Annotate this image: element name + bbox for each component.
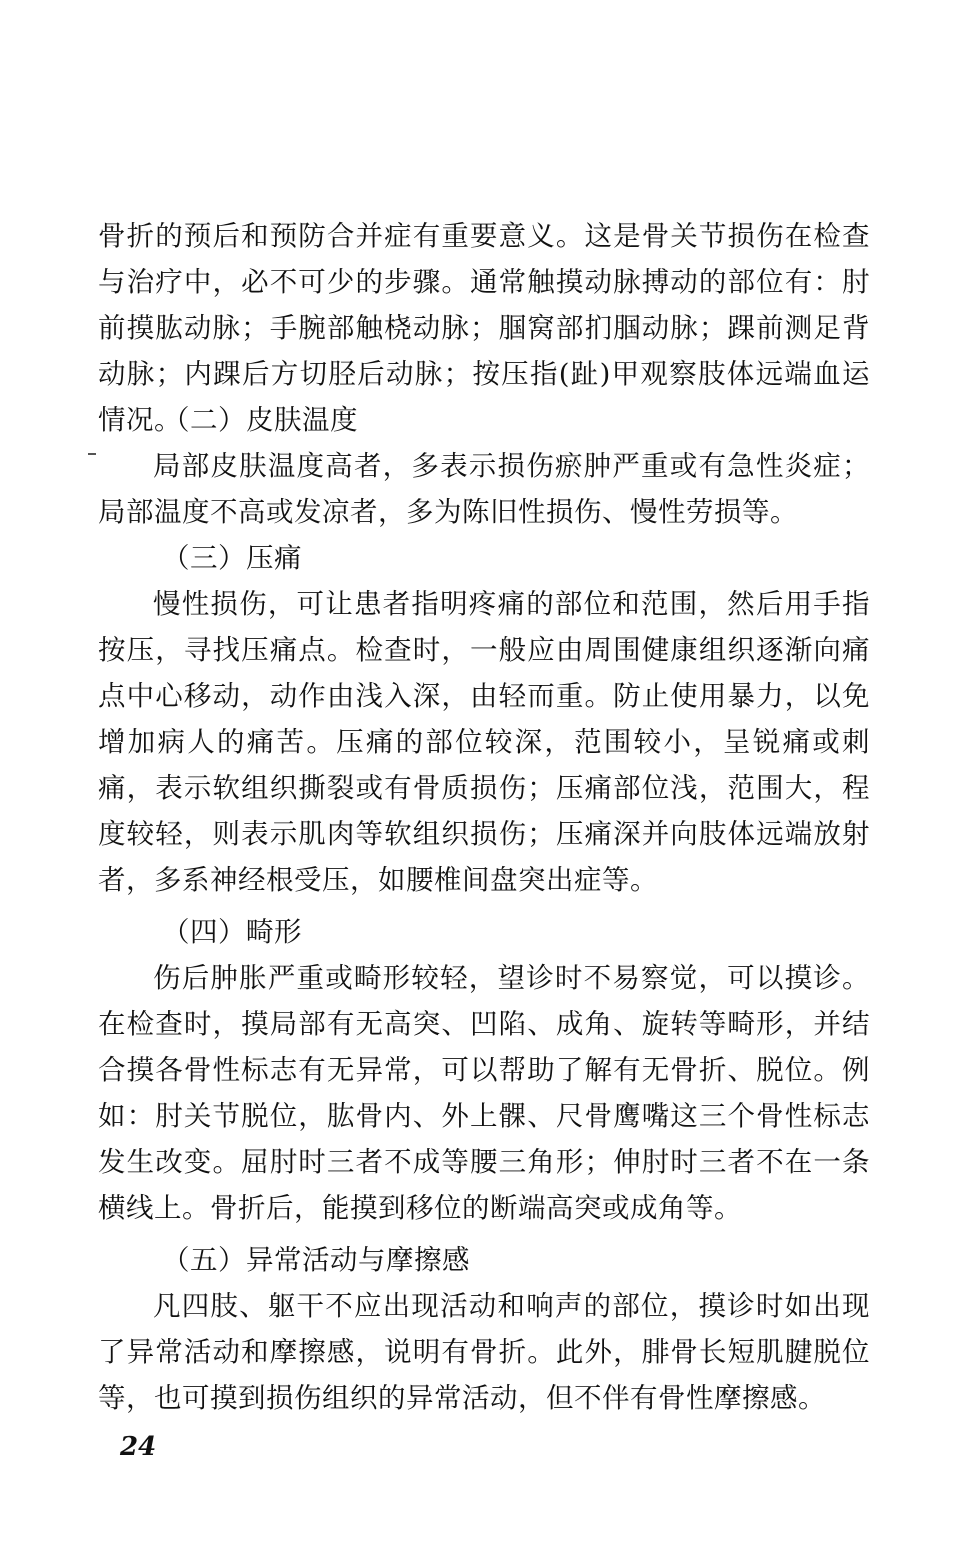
paragraph-skin-temperature: 局部皮肤温度高者，多表示损伤瘀肿严重或有急性炎症；局部温度不高或发凉者，多为陈旧性损伤、慢性劳损等。 — [98, 450, 870, 528]
paragraph-tenderness: 慢性损伤，可让患者指明疼痛的部位和范围，然后用手指按压，寻找压痛点。检查时，一般应由周围健康组织逐渐向痛点中心移动，动作由浅入深，由轻而重。防止使用暴力，以免增加病人的痛苦。压痛的部位较深，范围较小，呈锐痛或刺痛，表示软组织撕裂或有骨质损伤；压痛部位浅，范围大，程度较轻，则表示肌肉等软组织损伤；压痛深并向肢体远端放射者，多系神经根受压，如腰椎间盘突出症等。 — [98, 588, 870, 896]
section-heading-skin-temperature: （二）皮肤温度 — [162, 404, 358, 436]
paragraph-pulse-check: 骨折的预后和预防合并症有重要意义。这是骨关节损伤在检查与治疗中，必不可少的步骤。通常触摸动脉搏动的部位有：肘前摸肱动脉；手腕部触桡动脉；腘窝部扪腘动脉；踝前测足背动脉；内踝后方切胫后动脉；按压指(趾)甲观察肢体远端血运情况。 — [98, 220, 870, 436]
paragraph-abnormal-movement: 凡四肢、躯干不应出现活动和响声的部位，摸诊时如出现了异常活动和摩擦感，说明有骨折。此外，腓骨长短肌腱脱位等，也可摸到损伤组织的异常活动，但不伴有骨性摩擦感。 — [98, 1290, 870, 1414]
section-heading-abnormal-movement: （五）异常活动与摩擦感 — [162, 1244, 470, 1276]
stray-print-mark — [88, 453, 96, 455]
page-number: 24 — [120, 1432, 157, 1462]
paragraph-deformity: 伤后肿胀严重或畸形较轻，望诊时不易察觉，可以摸诊。在检查时，摸局部有无高突、凹陷、成角、旋转等畸形，并结合摸各骨性标志有无异常，可以帮助了解有无骨折、脱位。例如：肘关节脱位，肱骨内、外上髁、尺骨鹰嘴这三个骨性标志发生改变。屈肘时三者不成等腰三角形；伸肘时三者不在一条横线上。骨折后，能摸到移位的断端高突或成角等。 — [98, 962, 870, 1224]
section-heading-tenderness: （三）压痛 — [162, 542, 302, 574]
section-heading-deformity: （四）畸形 — [162, 916, 302, 948]
